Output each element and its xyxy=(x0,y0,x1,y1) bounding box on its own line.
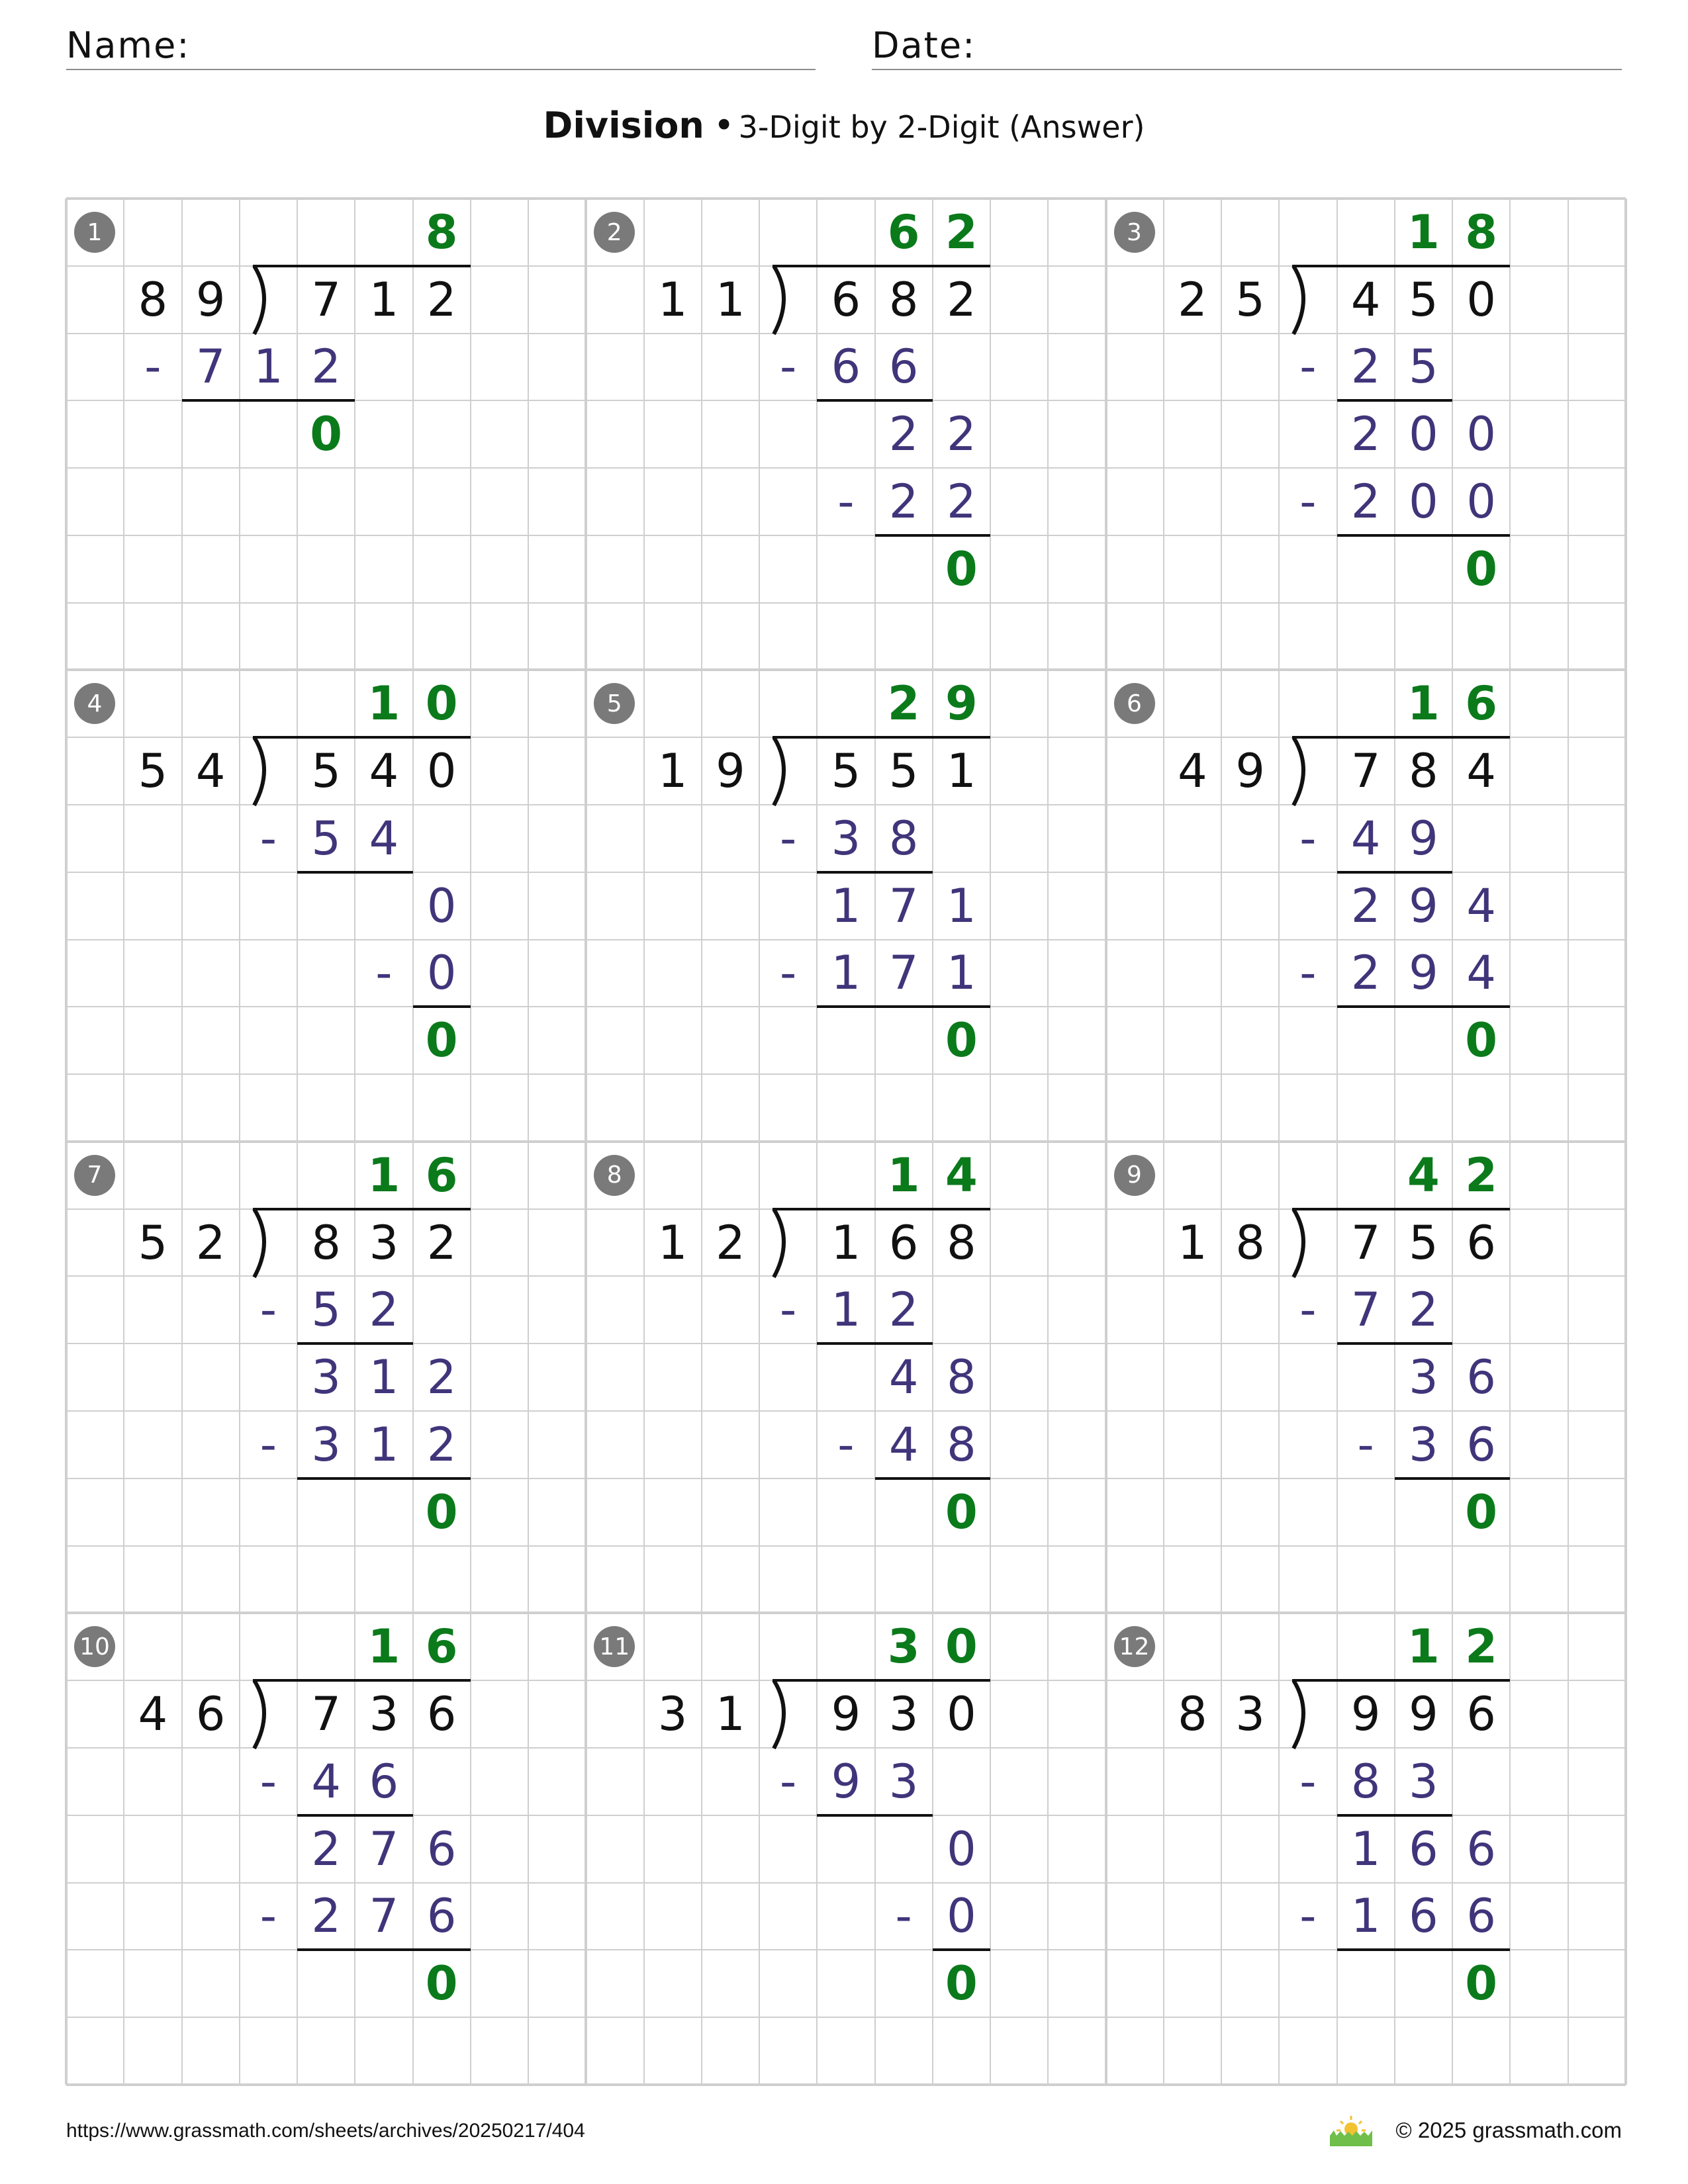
quotient-digit: 8 xyxy=(425,205,458,259)
divisor-digit: 5 xyxy=(138,1215,168,1270)
subtrahend-digit: 7 xyxy=(888,946,919,1001)
subtrahend-digit: 2 xyxy=(311,1889,341,1944)
subtrahend-digit: 2 xyxy=(426,1417,457,1472)
problem-number-badge: 5 xyxy=(594,683,635,724)
subtrahend-digit: 5 xyxy=(311,1283,341,1338)
division-vinculum xyxy=(773,1679,990,1682)
bring-down-value: 1 xyxy=(1350,1821,1381,1876)
dividend-digit: 1 xyxy=(369,272,399,327)
subtrahend-digit: 4 xyxy=(311,1754,341,1809)
subtrahend-digit: 4 xyxy=(369,811,399,866)
problem-number-badge: 7 xyxy=(74,1155,115,1196)
division-vinculum xyxy=(1292,265,1510,267)
divisor-digit: 1 xyxy=(657,1215,688,1270)
bring-down-value: 1 xyxy=(831,878,861,933)
bring-down-value: 2 xyxy=(1350,878,1381,933)
dividend-digit: 7 xyxy=(1350,744,1381,799)
grid-line-major xyxy=(66,2083,1626,2086)
subtrahend-digit: 2 xyxy=(947,474,976,529)
minus-sign: - xyxy=(1299,340,1317,394)
subtrahend-digit: 2 xyxy=(1350,340,1381,394)
bring-down-value: 9 xyxy=(1409,878,1438,933)
problem-number-badge: 12 xyxy=(1114,1626,1155,1667)
grid-line-major xyxy=(66,1140,1626,1143)
remainder-digit: 0 xyxy=(425,1013,458,1068)
subtrahend-digit: 1 xyxy=(831,946,861,1001)
subtrahend-digit: 6 xyxy=(1409,1889,1438,1944)
divisor-digit: 1 xyxy=(657,272,688,327)
minus-sign: - xyxy=(779,946,797,1001)
quotient-digit: 3 xyxy=(887,1619,920,1674)
subtrahend-digit: 3 xyxy=(1409,1754,1438,1809)
dividend-digit: 1 xyxy=(831,1215,861,1270)
divisor-digit: 2 xyxy=(1178,272,1207,327)
division-bracket xyxy=(252,1207,291,1281)
divisor-digit: 8 xyxy=(1178,1687,1207,1742)
problem-number-badge: 8 xyxy=(594,1155,635,1196)
grid-line xyxy=(66,1545,1626,1547)
subtrahend-digit: 3 xyxy=(888,1754,919,1809)
divisor-digit: 5 xyxy=(138,744,168,799)
minus-sign: - xyxy=(895,1889,912,1944)
name-label: Name: xyxy=(66,24,191,66)
bring-down-value: 2 xyxy=(426,1350,457,1405)
subtrahend-digit: 9 xyxy=(831,1754,861,1809)
bring-down-value: 6 xyxy=(1409,1821,1438,1876)
quotient-digit: 9 xyxy=(945,676,978,731)
quotient-digit: 4 xyxy=(1407,1148,1440,1203)
subtrahend-digit: 1 xyxy=(369,1417,399,1472)
remainder-digit: 0 xyxy=(1465,541,1497,596)
division-vinculum xyxy=(1292,1208,1510,1210)
grass-sun-logo-icon xyxy=(1327,2113,1375,2150)
dividend-digit: 5 xyxy=(888,744,919,799)
bring-down-value: 8 xyxy=(947,1350,976,1405)
quotient-digit: 2 xyxy=(887,676,920,731)
divisor-digit: 9 xyxy=(716,744,745,799)
title-main: Division xyxy=(543,105,704,146)
divisor-digit: 2 xyxy=(195,1215,226,1270)
dividend-digit: 6 xyxy=(1466,1687,1496,1742)
quotient-digit: 6 xyxy=(887,205,920,259)
subtrahend-digit: 1 xyxy=(947,946,976,1001)
subtrahend-digit: 2 xyxy=(311,340,341,394)
remainder-digit: 0 xyxy=(310,407,342,462)
subtrahend-digit: 8 xyxy=(947,1417,976,1472)
problem-number-badge: 3 xyxy=(1114,212,1155,253)
title-subtitle: 3-Digit by 2-Digit (Answer) xyxy=(738,109,1145,145)
problem-number-badge: 1 xyxy=(74,212,115,253)
dividend-digit: 3 xyxy=(369,1687,399,1742)
quotient-digit: 2 xyxy=(945,205,978,259)
divisor-digit: 9 xyxy=(1235,744,1265,799)
bring-down-value: 2 xyxy=(1350,407,1381,462)
divisor-digit: 1 xyxy=(657,744,688,799)
divisor-digit: 3 xyxy=(657,1687,688,1742)
dividend-digit: 8 xyxy=(311,1215,341,1270)
subtrahend-digit: 4 xyxy=(888,1417,919,1472)
subtrahend-digit: 4 xyxy=(1350,811,1381,866)
grid-line xyxy=(66,602,1626,604)
bring-down-value: 4 xyxy=(888,1350,919,1405)
minus-sign: - xyxy=(144,340,162,394)
bring-down-value: 6 xyxy=(1466,1821,1496,1876)
bring-down-value: 6 xyxy=(426,1821,457,1876)
problem-number-badge: 9 xyxy=(1114,1155,1155,1196)
division-vinculum xyxy=(773,265,990,267)
division-vinculum xyxy=(773,1208,990,1210)
dividend-digit: 5 xyxy=(1409,1215,1438,1270)
bring-down-value: 1 xyxy=(947,878,976,933)
subtrahend-digit: 7 xyxy=(1350,1283,1381,1338)
division-vinculum xyxy=(773,736,990,739)
subtrahend-digit: 0 xyxy=(1466,474,1496,529)
subtrahend-digit: 1 xyxy=(254,340,283,394)
remainder-digit: 0 xyxy=(1465,1484,1497,1539)
subtrahend-digit: 0 xyxy=(947,1889,976,1944)
minus-sign: - xyxy=(259,811,277,866)
dividend-digit: 4 xyxy=(1466,744,1496,799)
dividend-digit: 3 xyxy=(369,1215,399,1270)
subtrahend-digit: 5 xyxy=(1409,340,1438,394)
date-label: Date: xyxy=(872,24,976,66)
problem-number-badge: 6 xyxy=(1114,683,1155,724)
divisor-digit: 4 xyxy=(138,1687,168,1742)
dividend-digit: 5 xyxy=(831,744,861,799)
dividend-digit: 5 xyxy=(1409,272,1438,327)
quotient-digit: 0 xyxy=(945,1619,978,1674)
remainder-digit: 0 xyxy=(945,1956,978,2011)
quotient-digit: 1 xyxy=(887,1148,920,1203)
remainder-digit: 0 xyxy=(945,541,978,596)
bring-down-value: 6 xyxy=(1466,1350,1496,1405)
subtrahend-digit: 6 xyxy=(831,340,861,394)
dividend-digit: 6 xyxy=(1466,1215,1496,1270)
subtrahend-digit: 8 xyxy=(1350,1754,1381,1809)
subtrahend-digit: 6 xyxy=(369,1754,399,1809)
subtrahend-digit: 2 xyxy=(1409,1283,1438,1338)
bring-down-value: 0 xyxy=(1466,407,1496,462)
minus-sign: - xyxy=(837,1417,855,1472)
dividend-digit: 6 xyxy=(831,272,861,327)
divisor-digit: 9 xyxy=(195,272,226,327)
quotient-digit: 2 xyxy=(1465,1148,1497,1203)
quotient-digit: 1 xyxy=(1407,1619,1440,1674)
subtrahend-digit: 1 xyxy=(1350,1889,1381,1944)
subtrahend-digit: 7 xyxy=(369,1889,399,1944)
minus-sign: - xyxy=(259,1417,277,1472)
bring-down-value: 0 xyxy=(426,878,457,933)
remainder-digit: 0 xyxy=(425,1484,458,1539)
dividend-digit: 8 xyxy=(888,272,919,327)
division-bracket xyxy=(252,264,291,338)
division-bracket xyxy=(1291,1678,1331,1752)
quotient-digit: 4 xyxy=(945,1148,978,1203)
remainder-digit: 0 xyxy=(425,1956,458,2011)
subtrahend-digit: 2 xyxy=(888,1283,919,1338)
divisor-digit: 1 xyxy=(716,1687,745,1742)
dividend-digit: 0 xyxy=(1466,272,1496,327)
bring-down-value: 7 xyxy=(369,1821,399,1876)
minus-sign: - xyxy=(779,340,797,394)
grid-line-major xyxy=(66,668,1626,671)
subtrahend-digit: 9 xyxy=(1409,946,1438,1001)
minus-sign: - xyxy=(779,1754,797,1809)
division-vinculum xyxy=(253,736,471,739)
quotient-digit: 1 xyxy=(367,1619,400,1674)
division-bracket xyxy=(771,264,811,338)
quotient-digit: 2 xyxy=(1465,1619,1497,1674)
division-bracket xyxy=(1291,735,1331,809)
title-separator: • xyxy=(713,105,735,146)
subtrahend-digit: 0 xyxy=(1409,474,1438,529)
subtrahend-digit: 4 xyxy=(1466,946,1496,1001)
problem-number-badge: 2 xyxy=(594,212,635,253)
division-bracket xyxy=(1291,1207,1331,1281)
remainder-digit: 0 xyxy=(1465,1956,1497,2011)
division-vinculum xyxy=(253,1679,471,1682)
subtrahend-digit: 0 xyxy=(426,946,457,1001)
division-bracket xyxy=(1291,264,1331,338)
footer-copyright: © 2025 grassmath.com xyxy=(1395,2118,1622,2142)
divisor-digit: 1 xyxy=(1178,1215,1207,1270)
minus-sign: - xyxy=(779,811,797,866)
quotient-digit: 1 xyxy=(367,676,400,731)
divisor-digit: 4 xyxy=(195,744,226,799)
divisor-digit: 8 xyxy=(138,272,168,327)
divisor-digit: 4 xyxy=(1178,744,1207,799)
dividend-digit: 7 xyxy=(311,272,341,327)
dividend-digit: 8 xyxy=(947,1215,976,1270)
dividend-digit: 3 xyxy=(888,1687,919,1742)
subtrahend-digit: 2 xyxy=(369,1283,399,1338)
dividend-digit: 9 xyxy=(1409,1687,1438,1742)
division-vinculum xyxy=(1292,736,1510,739)
divisor-digit: 3 xyxy=(1235,1687,1265,1742)
quotient-digit: 1 xyxy=(1407,205,1440,259)
dividend-digit: 0 xyxy=(426,744,457,799)
quotient-digit: 6 xyxy=(425,1148,458,1203)
footer-url[interactable]: https://www.grassmath.com/sheets/archives/20250217/404 xyxy=(66,2120,585,2142)
bring-down-value: 2 xyxy=(888,407,919,462)
minus-sign: - xyxy=(259,1283,277,1338)
division-bracket xyxy=(771,735,811,809)
minus-sign: - xyxy=(779,1283,797,1338)
quotient-digit: 8 xyxy=(1465,205,1497,259)
dividend-digit: 6 xyxy=(426,1687,457,1742)
problem-number-badge: 11 xyxy=(594,1626,635,1667)
division-vinculum xyxy=(253,1208,471,1210)
subtrahend-digit: 3 xyxy=(1409,1417,1438,1472)
divisor-digit: 1 xyxy=(716,272,745,327)
bring-down-value: 0 xyxy=(947,1821,976,1876)
subtrahend-digit: 7 xyxy=(195,340,226,394)
quotient-digit: 1 xyxy=(367,1148,400,1203)
subtraction-line xyxy=(817,1814,933,1817)
divisor-digit: 5 xyxy=(1235,272,1265,327)
divisor-digit: 8 xyxy=(1235,1215,1265,1270)
quotient-digit: 0 xyxy=(425,676,458,731)
grid-line-major xyxy=(66,1612,1626,1614)
dividend-digit: 2 xyxy=(947,272,976,327)
bring-down-value: 2 xyxy=(947,407,976,462)
subtraction-line xyxy=(297,871,413,874)
dividend-digit: 1 xyxy=(947,744,976,799)
bring-down-value: 7 xyxy=(888,878,919,933)
grid-line xyxy=(66,1073,1626,1075)
minus-sign: - xyxy=(1299,1889,1317,1944)
grid-line-major xyxy=(66,197,1626,200)
subtrahend-digit: 6 xyxy=(1466,1417,1496,1472)
subtrahend-digit: 1 xyxy=(831,1283,861,1338)
bring-down-value: 3 xyxy=(1409,1350,1438,1405)
division-bracket xyxy=(771,1678,811,1752)
remainder-digit: 0 xyxy=(945,1484,978,1539)
subtrahend-digit: 2 xyxy=(1350,474,1381,529)
subtrahend-digit: 9 xyxy=(1409,811,1438,866)
subtrahend-digit: 8 xyxy=(888,811,919,866)
dividend-digit: 7 xyxy=(1350,1215,1381,1270)
dividend-digit: 6 xyxy=(888,1215,919,1270)
dividend-digit: 9 xyxy=(831,1687,861,1742)
dividend-digit: 8 xyxy=(1409,744,1438,799)
subtrahend-digit: 3 xyxy=(831,811,861,866)
subtrahend-digit: 6 xyxy=(1466,1889,1496,1944)
division-bracket xyxy=(252,735,291,809)
bring-down-value: 2 xyxy=(311,1821,341,1876)
minus-sign: - xyxy=(375,946,393,1001)
minus-sign: - xyxy=(259,1754,277,1809)
minus-sign: - xyxy=(1357,1417,1374,1472)
division-bracket xyxy=(252,1678,291,1752)
subtrahend-digit: 5 xyxy=(311,811,341,866)
divisor-digit: 2 xyxy=(716,1215,745,1270)
minus-sign: - xyxy=(259,1889,277,1944)
dividend-digit: 2 xyxy=(426,272,457,327)
division-vinculum xyxy=(253,265,471,267)
dividend-digit: 2 xyxy=(426,1215,457,1270)
dividend-digit: 4 xyxy=(1350,272,1381,327)
quotient-digit: 6 xyxy=(1465,676,1497,731)
problem-number-badge: 4 xyxy=(74,683,115,724)
dividend-digit: 4 xyxy=(369,744,399,799)
subtrahend-digit: 2 xyxy=(888,474,919,529)
subtrahend-digit: 6 xyxy=(426,1889,457,1944)
subtrahend-digit: 2 xyxy=(1350,946,1381,1001)
minus-sign: - xyxy=(837,474,855,529)
dividend-digit: 7 xyxy=(311,1687,341,1742)
bring-down-value: 4 xyxy=(1466,878,1496,933)
bring-down-value: 3 xyxy=(311,1350,341,1405)
quotient-digit: 1 xyxy=(1407,676,1440,731)
minus-sign: - xyxy=(1299,946,1317,1001)
grid-line xyxy=(66,2017,1626,2018)
bring-down-value: 1 xyxy=(369,1350,399,1405)
remainder-digit: 0 xyxy=(945,1013,978,1068)
bring-down-value: 0 xyxy=(1409,407,1438,462)
division-bracket xyxy=(771,1207,811,1281)
remainder-digit: 0 xyxy=(1465,1013,1497,1068)
problem-number-badge: 10 xyxy=(74,1626,115,1667)
dividend-digit: 5 xyxy=(311,744,341,799)
quotient-digit: 6 xyxy=(425,1619,458,1674)
dividend-digit: 0 xyxy=(947,1687,976,1742)
subtrahend-digit: 6 xyxy=(888,340,919,394)
dividend-digit: 9 xyxy=(1350,1687,1381,1742)
division-vinculum xyxy=(1292,1679,1510,1682)
divisor-digit: 6 xyxy=(195,1687,226,1742)
subtrahend-digit: 3 xyxy=(311,1417,341,1472)
minus-sign: - xyxy=(1299,811,1317,866)
minus-sign: - xyxy=(1299,1283,1317,1338)
minus-sign: - xyxy=(1299,474,1317,529)
minus-sign: - xyxy=(1299,1754,1317,1809)
